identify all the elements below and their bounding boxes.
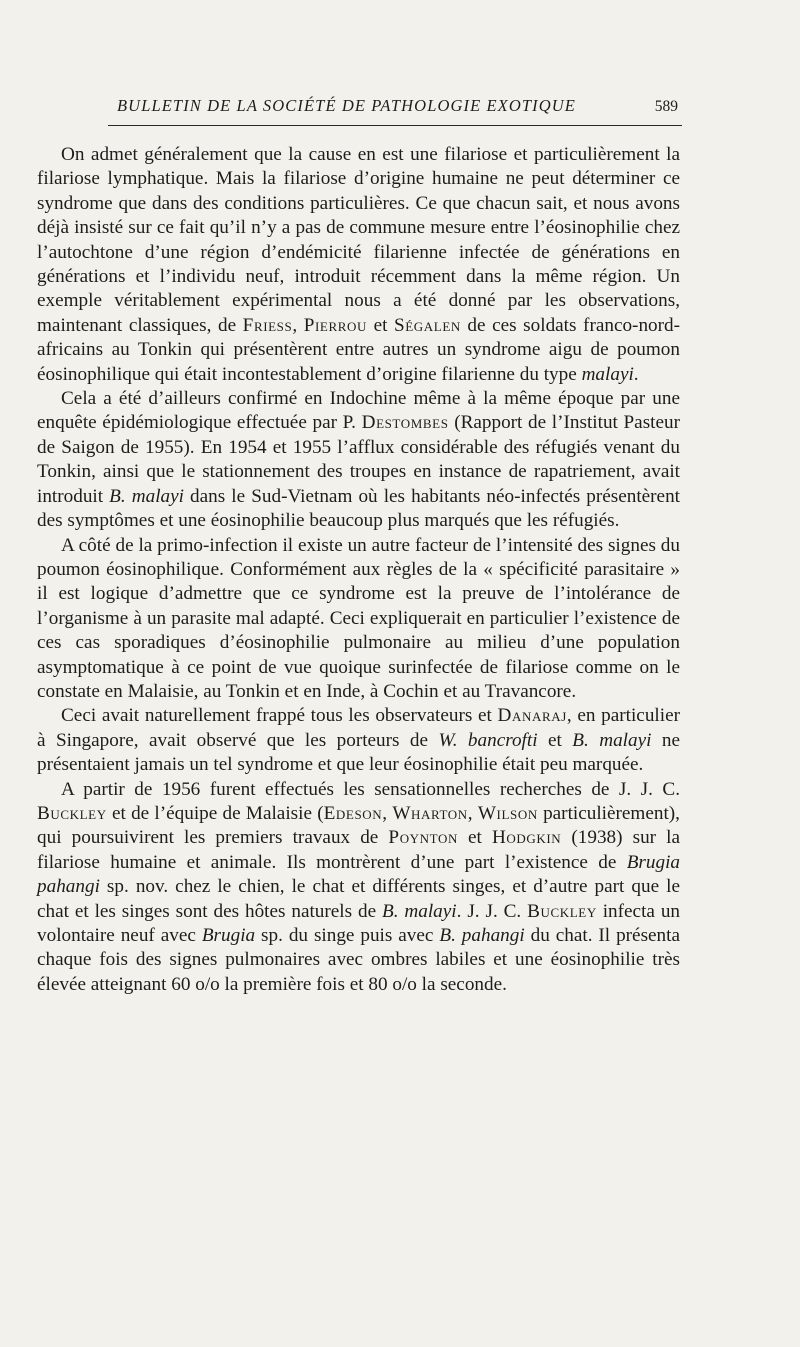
italic-term: B. malayi: [382, 900, 457, 922]
italic-term: malayi: [581, 363, 634, 385]
author-name: Hodgkin: [491, 827, 562, 849]
author-name: Ségalen: [394, 314, 461, 336]
page-number: 589: [654, 98, 678, 115]
author-name: Buckley: [527, 900, 597, 922]
body-text: [37, 143, 680, 997]
author-name: Buckley: [37, 802, 107, 824]
italic-term: B. malayi: [109, 485, 184, 507]
author-name: Wharton: [392, 802, 468, 824]
italic-term: B. malayi: [572, 729, 652, 751]
author-name: Poynton: [388, 827, 458, 849]
text-run: Cela a été d’ailleurs confirmé en Indochine même à la même époque par une enquête épidémiologique effectuée par P.: [37, 388, 680, 434]
text-run: dans le Sud-Vietnam où les habitants néo-infectés présentèrent des symptômes et une éosinophilie beaucoup plus marqués que les réfugiés.: [37, 485, 681, 532]
text-run: et de l’équipe de Malaisie (: [106, 802, 324, 824]
paragraph: [37, 387, 680, 533]
text-run: (Rapport de l’Institut Pasteur de Saigon de 1955). En 1954 et 1955 l’afflux considérable des réfugiés venant du Tonkin, ainsi que le stationnement des troupes en instance de rapatriement, avait introduit: [37, 412, 680, 507]
text-run: A côté de la primo-infection il existe un autre facteur de l’intensité des signes du poumon éosinophilique. Conformément aux règles de la « spécificité parasitaire » il est logique d’admettre que ce syndrome est la preuve de l’intolérance de l’organisme à un parasite mal adapté. Ceci expliquerait en particulier l’existence de ces cas sporadiques d’éosinophilie pulmonaire au milieu d’une population asymptomatique à ce point de vue quoique surinfectée de filariose comme on le constate en Malaisie, au Tonkin et en Inde, à Cochin et au Travancore.: [37, 534, 680, 702]
paragraph: [37, 143, 680, 387]
author-name: Pierrou: [303, 314, 367, 336]
author-name: Wilson: [477, 802, 538, 824]
author-name: Destombes: [361, 412, 449, 434]
italic-term: Brugia: [201, 925, 256, 946]
paragraph: [37, 704, 680, 777]
italic-term: B. pahangi: [439, 925, 525, 946]
text-run: On admet généralement que la cause en est une filariose et particulièrement la filariose lymphatique. Mais la filariose d’origine humaine ne peut déterminer ce syndrome que dans des conditions particulières. Ce que chacun sait, et nous avons déjà insisté sur ce fait qu’il n’y a pas de commune mesure entre l’éosinophilie chez l’autochtone d’une région d’endémicité filarienne infectée de générations en générations et l’individu neuf, introduit récemment dans la même région. Un exemple véritablement expérimental nous a été donné par les observations, maintenant classiques, de: [37, 144, 680, 336]
text-run: et: [537, 729, 573, 751]
text-run: Ceci avait naturellement frappé tous les observateurs et: [61, 705, 498, 727]
text-run: infecta un volontaire neuf avec: [37, 900, 681, 946]
text-run: sp. nov. chez le chien, le chat et différents singes, et d’autre part que le chat et les singes sont des hôtes naturels de: [37, 876, 680, 922]
text-run: et: [457, 827, 492, 849]
text-run: de ces soldats franco-nord-africains au Tonkin qui présentèrent entre autres un syndrome aigu de poumon éosinophilique qui était incontestablement d’origine filarienne du type: [37, 314, 680, 385]
author-name: Danaraj: [497, 705, 567, 727]
text-run: particulièrement), qui poursuivirent les premiers travaux de: [37, 802, 680, 849]
italic-term: Brugia pahangi: [37, 851, 680, 898]
text-run: du chat. Il présenta chaque fois des signes pulmonaires avec ombres labiles et une éosinophilie très élevée atteignant 60 o/o la première fois et 80 o/o la seconde.: [37, 925, 680, 995]
paragraph: [37, 778, 680, 998]
page-header: [108, 96, 682, 122]
text-run: A partir de 1956 furent effectués les sensationnelles recherches de J. J. C.: [61, 778, 680, 800]
author-name: Edeson: [323, 802, 383, 824]
text-run: , en particulier à Singapore, avait observé que les porteurs de: [37, 705, 680, 751]
text-run: ne présentaient jamais un tel syndrome et que leur éosinophilie était peu marquée.: [37, 729, 680, 776]
running-title: BULLETIN DE LA SOCIÉTÉ DE PATHOLOGIE EXOTIQUE: [117, 96, 576, 115]
text-run: ,: [382, 802, 393, 824]
author-name: Friess: [242, 314, 293, 336]
header-rule: [108, 125, 682, 126]
italic-term: W. bancrofti: [438, 729, 538, 751]
text-run: .: [633, 363, 639, 385]
text-run: ,: [292, 314, 304, 336]
text-run: (1938) sur la filariose humaine et animale. Ils montrèrent d’une part l’existence de: [37, 827, 680, 873]
text-run: et: [367, 314, 394, 336]
text-run: sp. du singe puis avec: [255, 925, 440, 946]
text-run: ,: [467, 802, 478, 824]
text-run: . J. J. C.: [456, 900, 528, 922]
paragraph: [37, 534, 680, 705]
